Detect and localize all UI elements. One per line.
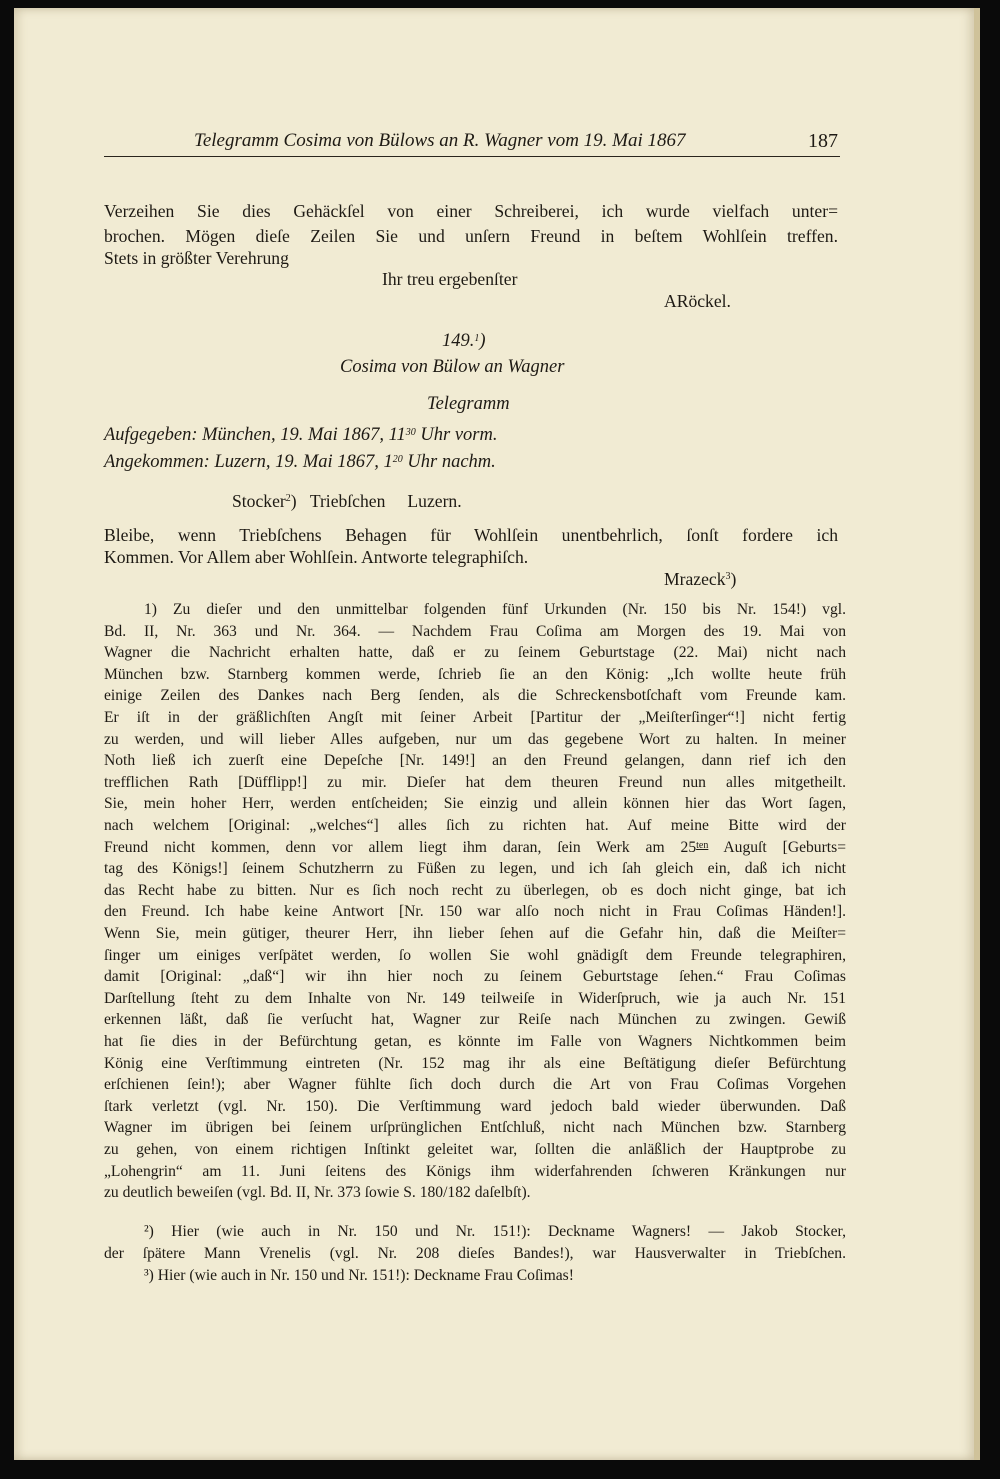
footnote-1-line: erſchienen ſein!); aber Wagner fühlte ſich doch durch die Art von Frau Coſimas Vorgehen (104, 1076, 846, 1094)
footnote-1-line: Wenn Sie, mein gütiger, theurer Herr, ihn lieber ſehen auf die Gefahr hin, daß die Meiſter= (104, 925, 846, 942)
footnote-1-line: das Recht habe zu bitten. Nur es ſich noch recht zu überlegen, ob es doch nicht ginge, bat ich (104, 881, 846, 899)
footnote-1-line: ſtark verletzt (vgl. Nr. 150). Die Verſtimmung ward jedoch bald wieder überwunden. Daß (104, 1097, 846, 1115)
document-type: Telegramm (427, 394, 510, 414)
letter-closing: Ihr treu ergebenſter (382, 269, 518, 289)
footnote-2-line-1: ²) Hier (wie auch in Nr. 150 und Nr. 151!): Deckname Wagners! — Jakob Stocker, (144, 1223, 846, 1240)
footnote-1-line: Sie, mein hoher Herr, werden entſcheiden; Sie einzig und allein können hier das Wort ſagen, (104, 795, 846, 813)
footnote-1-line: zu werden, und will lieber Alles aufgeben, nur um das gegebene Wort zu halten. In meiner (104, 730, 846, 748)
footnote-1-line: trefflichen Rath [Düfflipp!] zu mir. Dieſer hat dem theuren Freund nun alles mitgetheilt. (104, 773, 846, 791)
footnote-1-line: tag des Königs!] ſeinem Schutzherrn zu Füßen zu legen, und ich ſah gleich ein, daß ich nicht (104, 860, 846, 878)
footnote-1-line: Wagner im übrigen bei ſeinem urſprünglichen Entſchluß, nicht nach München bzw. Starnberg (104, 1119, 846, 1137)
footnote-1-line: erkennen läßt, daß ſie verſucht hat, Wagner zur Reiſe nach München zu zwingen. Gewiß (104, 1011, 846, 1029)
page-number: 187 (808, 130, 838, 152)
footnote-1-line: 1) Zu dieſer und den unmittelbar folgenden fünf Urkunden (Nr. 150 bis Nr. 154!) vgl. (144, 601, 846, 618)
telegram-address: Stocker$^2$) Triebſchen Luzern. (232, 491, 462, 511)
footnote-1-line: hat ſie dies in der Befürchtung getan, es könnte im Falle von Wagners Nichtkommen beim (104, 1033, 846, 1050)
footnote-3: ³) Hier (wie auch in Nr. 150 und Nr. 151!): Deckname Frau Coſimas! (144, 1267, 574, 1284)
document-number: 149.$^1$) (442, 331, 486, 351)
footnote-1-line: zu gehen, von einem richtigen Inſtinkt geleitet war, ſollten die anläßlich der Hauptprobe zu (104, 1141, 846, 1158)
footnote-1-line: Darſtellung ſteht zu dem Inhalte von Nr. 149 teilweiſe in Widerſpruch, wie ja auch Nr. 151 (104, 989, 846, 1007)
letter-line-1: Verzeihen Sie dies Gehäckſel von einer Schreiberei, ich wurde vielfach unter= (104, 201, 838, 221)
running-header (104, 126, 840, 157)
footnote-1-line: ſinger um einiges verſpätet werden, ſo wollen Sie wohl gnädigſt dem Freunde telegraphiren, (104, 946, 846, 964)
footnote-1-line: Noth ließ ich zuerſt eine Depeſche [Nr. 149!] an den Freund gelangen, dann rief ich den (104, 752, 846, 770)
running-title: Telegramm Cosima von Bülows an R. Wagner vom 19. Mai 1867 (194, 130, 686, 151)
footnote-1-line: „Lohengrin“ am 11. Juni ſeitens des Königs ihm widerfahrenden ſchweren Kränkungen nur (104, 1162, 846, 1180)
footnote-1-line: einige Zeilen des Dankes nach Berg ſenden, als die Schreckensbotſchaft vom Freunde kam. (104, 687, 846, 705)
footnote-1-line: Er iſt in der gräßlichſten Angſt mit ſeiner Arbeit [Partitur der „Meiſterſinger“!] nicht fertig (104, 709, 846, 726)
footnote-1-line: nach welchem [Original: „welches“] alles ſich zu richten hat. Auf meine Bitte wird der (104, 817, 846, 834)
telegram-line-2: Kommen. Vor Allem aber Wohlſein. Antworte telegraphiſch. (104, 547, 529, 567)
footnote-1-line: König eine Verſtimmung eintreten (Nr. 152 mag ihr als eine Beſtätigung dieſer Befürchtung (104, 1054, 846, 1072)
document-title: Cosima von Bülow an Wagner (340, 357, 565, 377)
sent-line: Aufgegeben: München, 19. Mai 1867, $11^{30}$ Uhr vorm. (104, 425, 498, 445)
footnote-1-line: Wagner die Nachricht erhalten hatte, daß er zu ſeinem Geburtstage (22. Mai) nicht nach (104, 644, 846, 662)
footnote-1-line: den Freund. Ich habe keine Antwort [Nr. 150 war alſo noch nicht in Frau Coſimas Händen!]. (104, 903, 846, 921)
letter-signature: ARöckel. (664, 291, 731, 311)
received-line: Angekommen: Luzern, 19. Mai 1867, $1^{20}$ Uhr nachm. (104, 452, 496, 472)
footnote-1-line: München bzw. Starnberg kommen werde, ſchrieb ſie an den König: „Ich wollte heute früh (104, 665, 846, 683)
footnote-1-line: Bd. II, Nr. 363 und Nr. 364. — Nachdem Frau Coſima am Morgen des 19. Mai von (104, 622, 846, 640)
telegram-line-1: Bleibe, wenn Triebſchens Behagen für Wohlſein unentbehrlich, ſonſt fordere ich (104, 525, 838, 545)
letter-line-3: Stets in größter Verehrung (104, 248, 289, 268)
letter-line-2: brochen. Mögen dieſe Zeilen Sie und unſern Freund in beſtem Wohlſein treffen. (104, 226, 838, 246)
footnote-1-line: damit [Original: „daß“] wir ihn hier noch zu ſeinem Geburtstage ſehen.“ Frau Coſimas (104, 968, 846, 986)
footnote-1-line: Freund nicht kommen, denn vor allem liegt ihm daran, ſein Werk am $25^{ten}$ Auguſt [Geburts= (104, 838, 846, 856)
footnote-2-line-2: der ſpätere Mann Vrenelis (vgl. Nr. 208 dieſes Bandes!), war Hausverwalter in Triebſchen. (104, 1245, 846, 1262)
page-edge (974, 8, 980, 1460)
footnote-1-line: zu deutlich beweiſen (vgl. Bd. II, Nr. 373 ſowie S. 180/182 daſelbſt). (104, 1184, 531, 1202)
telegram-sender: Mrazeck$^3$) (664, 569, 737, 589)
